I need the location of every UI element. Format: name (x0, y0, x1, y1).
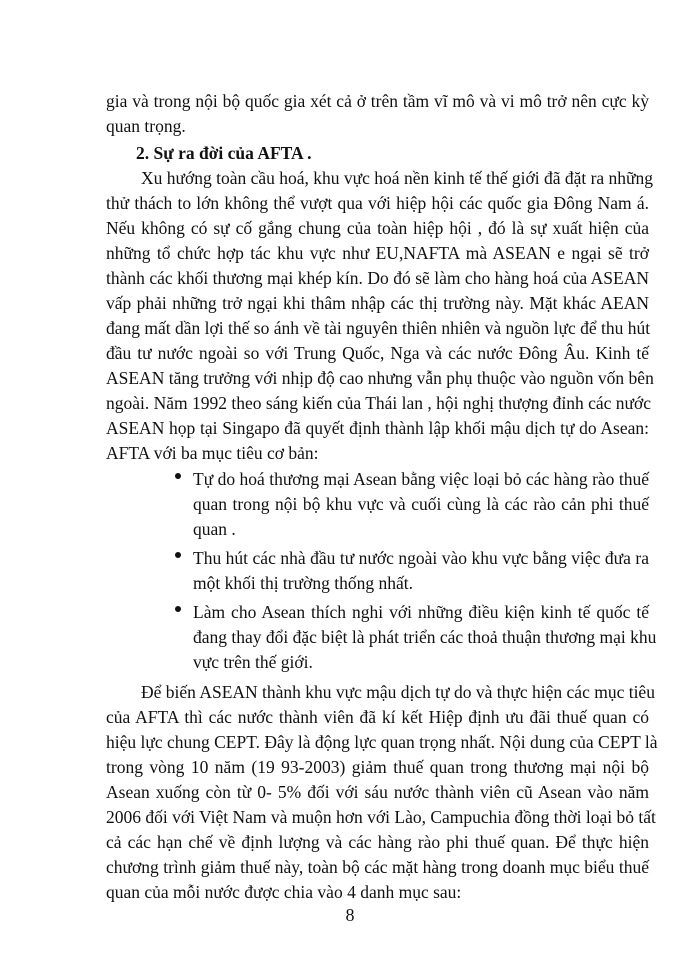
bullet-line: Làm cho Asean thích nghi với những điều kiện kinh tế quốc tế (193, 602, 649, 622)
paragraph-line: ASEAN họp tại Singapo đã quyết định thành lập khối mậu dịch tự do Asean: (106, 418, 649, 438)
intro-line: gia và trong nội bộ quốc gia xét cả ở trên tầm vĩ mô và vi mô trở nên cực kỳ (106, 91, 649, 111)
bullet-line: đang thay đổi đặc biệt là phát triển các thoả thuận thương mại khu (193, 627, 657, 647)
bullet-line: quan . (193, 519, 236, 539)
paragraph-line: đầu tư nước ngoài so với Trung Quốc, Nga và các nước Đông Âu. Kinh tế (106, 343, 649, 363)
paragraph-line: vấp phải những trở ngại khi thâm nhập các thị trường này. Mặt khác AEAN (106, 293, 649, 313)
paragraph-line: ngoài. Năm 1992 theo sáng kiến của Thái lan , hội nghị thượng đỉnh các nước (106, 393, 652, 413)
paragraph-line: chương trình giảm thuế này, toàn bộ các mặt hàng trong doanh mục biểu thuế (106, 857, 649, 877)
intro-line: quan trọng. (106, 116, 186, 136)
bullet-icon (175, 552, 181, 558)
section-heading: 2. Sự ra đời của AFTA . (136, 143, 312, 163)
paragraph-line: của AFTA thì các nước thành viên đã kí kết Hiệp định ưu đãi thuế quan có (106, 707, 649, 727)
bullet-line: quan trong nội bộ khu vực và cuối cùng là các rào cản phi thuế (193, 494, 649, 514)
paragraph-line: thử thách to lớn không thể vượt qua với hiệp hội các quốc gia Đông Nam á. (106, 193, 649, 213)
paragraph-line: quan của mỗi nước được chia vào 4 danh mục sau: (106, 882, 462, 902)
paragraph-line: Nếu không có sự cố gắng chung của toàn hiệp hội , đó là sự xuất hiện của (106, 218, 649, 238)
paragraph-line: ASEAN tăng trưởng với nhịp độ cao nhưng vẫn phụ thuộc vào nguồn vốn bên (106, 368, 654, 388)
paragraph-line: thành các khối thương mại khép kín. Do đó sẽ làm cho hàng hoá của ASEAN (106, 268, 649, 288)
paragraph-line: những tổ chức hợp tác khu vực như EU,NAFTA mà ASEAN e ngại sẽ trở (106, 243, 649, 263)
bullet-line: vực trên thế giới. (193, 652, 313, 672)
paragraph-line: Để biến ASEAN thành khu vực mậu dịch tự do và thực hiện các mục tiêu (141, 682, 655, 702)
paragraph-line: cả các hạn chế về định lượng và các hàng rào phi thuế quan. Để thực hiện (106, 832, 649, 852)
bullet-icon (175, 606, 181, 612)
bullet-icon (175, 473, 181, 479)
bullet-line: Tự do hoá thương mại Asean bằng việc loại bỏ các hàng rào thuế (193, 469, 649, 489)
paragraph-line: 2006 đối với Việt Nam và muộn hơn với Lào, Campuchia đồng thời loại bỏ tất (106, 807, 656, 827)
paragraph-line: hiệu lực chung CEPT. Đây là động lực quan trọng nhất. Nội dung của CEPT là (106, 732, 658, 752)
paragraph-line: AFTA với ba mục tiêu cơ bản: (106, 443, 319, 463)
page-number: 8 (345, 905, 355, 925)
paragraph-line: trong vòng 10 năm (19 93-2003) giảm thuế quan trong thương mại nội bộ (106, 757, 649, 777)
paragraph-line: đang mất dần lợi thế so ánh về tài nguyên thiên nhiên và nguồn lực để thu hút (106, 318, 651, 338)
paragraph-line: Xu hướng toàn cầu hoá, khu vực hoá nền kinh tế thế giới đã đặt ra những (141, 168, 654, 188)
bullet-line: Thu hút các nhà đầu tư nước ngoài vào khu vực bằng việc đưa ra (193, 548, 649, 568)
paragraph-line: Asean xuống còn từ 0- 5% đối với sáu nước thành viên cũ Asean vào năm (106, 782, 649, 802)
bullet-line: một khối thị trường thống nhất. (193, 573, 413, 593)
